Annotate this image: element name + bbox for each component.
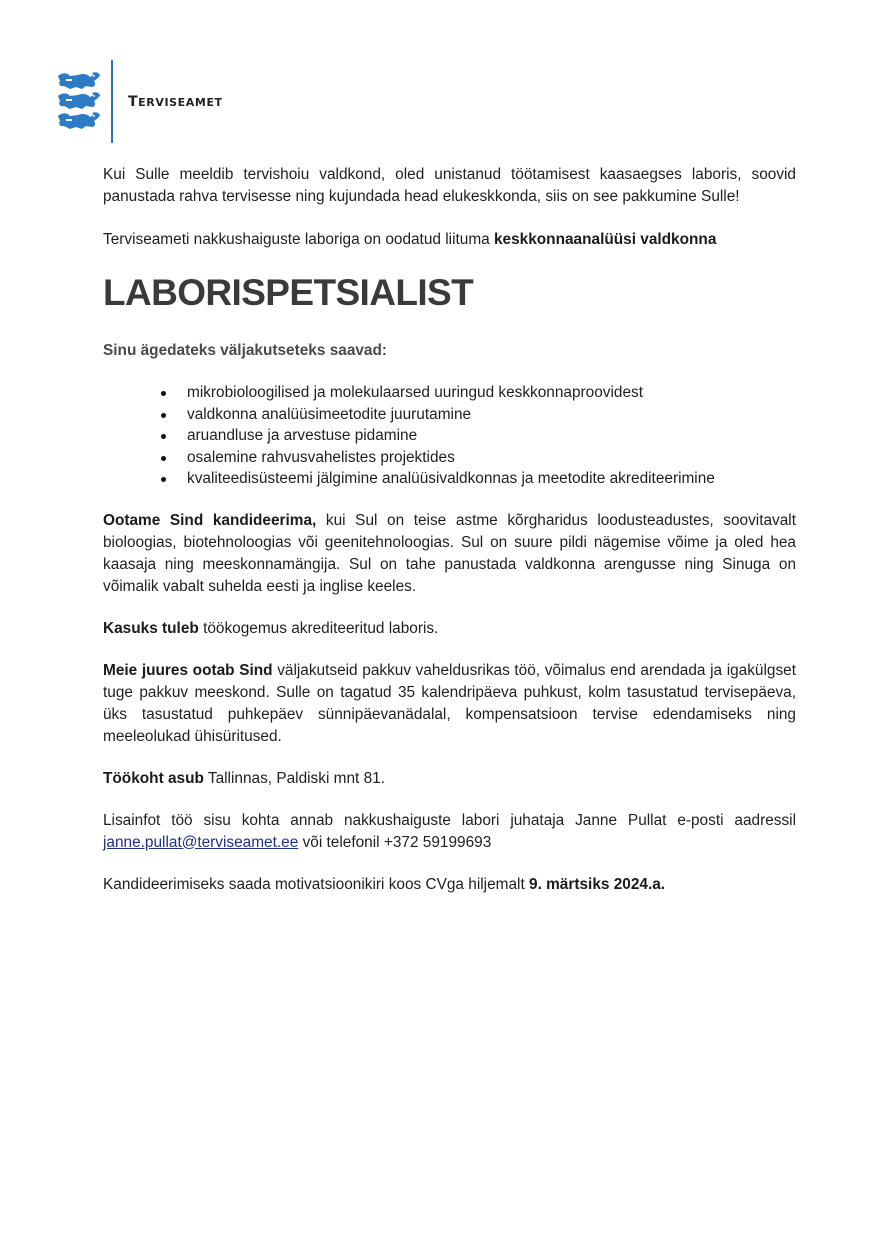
challenges-list [103, 382, 796, 490]
job-title: LABORISPETSIALIST [103, 272, 474, 313]
job-ad-content [103, 164, 796, 896]
intro-paragraph: Kui Sulle meeldib tervishoiu valdkond, oled unistanud töötamisest kaasaegses laboris, soovid panustada rahva tervisesse ning kujundada head elukeskkonda, siis on see pakkumine Sulle! [103, 166, 796, 205]
brand-rest: ERVISEAMET [138, 96, 223, 109]
list-item: kvaliteedisüsteemi jälgimine analüüsivaldkonnas ja meetodite akrediteerimine [187, 468, 796, 490]
location-paragraph [103, 768, 796, 790]
candidate-paragraph [103, 510, 796, 598]
logo-divider [111, 60, 113, 143]
contact-email-link[interactable]: janne.pullat@terviseamet.ee [103, 833, 299, 851]
bonus-text: töökogemus akrediteeritud laboris. [198, 619, 439, 637]
location-text: Tallinnas, Paldiski mnt 81. [203, 769, 385, 787]
apply-paragraph [103, 874, 796, 896]
apply-text: Kandideerimiseks saada motivatsioonikiri koos CVga hiljemalt [103, 875, 530, 893]
candidate-text: kui Sul on teise astme kõrgharidus loodusteadustes, soovitavalt bioloogias, biotehnoloogias või geenitehnoloogias. Sul on suure pildi nägemise võime ja oled hea kaasaja ning meeskonnamängija. Sul on tahe panustada valdkonna arengusse ning Sinuga on võimalik vabalt suhelda eesti ja inglise keeles. [103, 511, 796, 595]
offer-text: väljakutseid pakkuv vaheldusrikas töö, võimalus end arendada ja igakülgset tuge pakkuv meeskond. Sulle on tagatud 35 kalendripäeva puhkust, kolm tasustatud tervisepäeva, üks tasustatud puhkepäev sünnipäevanädalal, kompensatsioon tervise edendamiseks ning meeleolukad ühisüritused. [103, 661, 797, 745]
lead-text: Terviseameti nakkushaiguste laboriga on oodatud liituma [103, 231, 494, 248]
contact-text: Lisainfot töö sisu kohta annab nakkushaiguste labori juhataja Janne Pullat e-posti aadressil [103, 811, 796, 829]
offer-paragraph [103, 660, 796, 748]
terviseamet-logo [56, 60, 236, 144]
candidate-bold: Ootame Sind kandideerima, [103, 511, 317, 529]
list-item: aruandluse ja arvestuse pidamine [187, 425, 796, 447]
list-item: osalemine rahvusvahelistes projektides [187, 447, 796, 469]
lead-bold: keskkonnaanalüüsi valdkonna [493, 231, 717, 248]
three-lions-crest-icon [56, 70, 102, 132]
lead-paragraph [103, 229, 796, 251]
list-item: mikrobioloogilised ja molekulaarsed uuringud keskkonnaproovidest [187, 382, 796, 404]
brand-name [128, 94, 223, 110]
list-item: valdkonna analüüsimeetodite juurutamine [187, 404, 796, 426]
bonus-paragraph [103, 618, 796, 640]
challenges-heading: Sinu ägedateks väljakutseteks saavad: [103, 342, 388, 359]
brand-initial: T [128, 94, 139, 110]
offer-bold: Meie juures ootab Sind [103, 661, 273, 679]
contact-paragraph [103, 810, 796, 854]
bonus-bold: Kasuks tuleb [103, 619, 199, 637]
apply-deadline: 9. märtsiks 2024.a. [529, 875, 666, 893]
contact-phone-text: või telefonil +372 59199693 [298, 833, 492, 851]
location-bold: Töökoht asub [103, 769, 204, 787]
